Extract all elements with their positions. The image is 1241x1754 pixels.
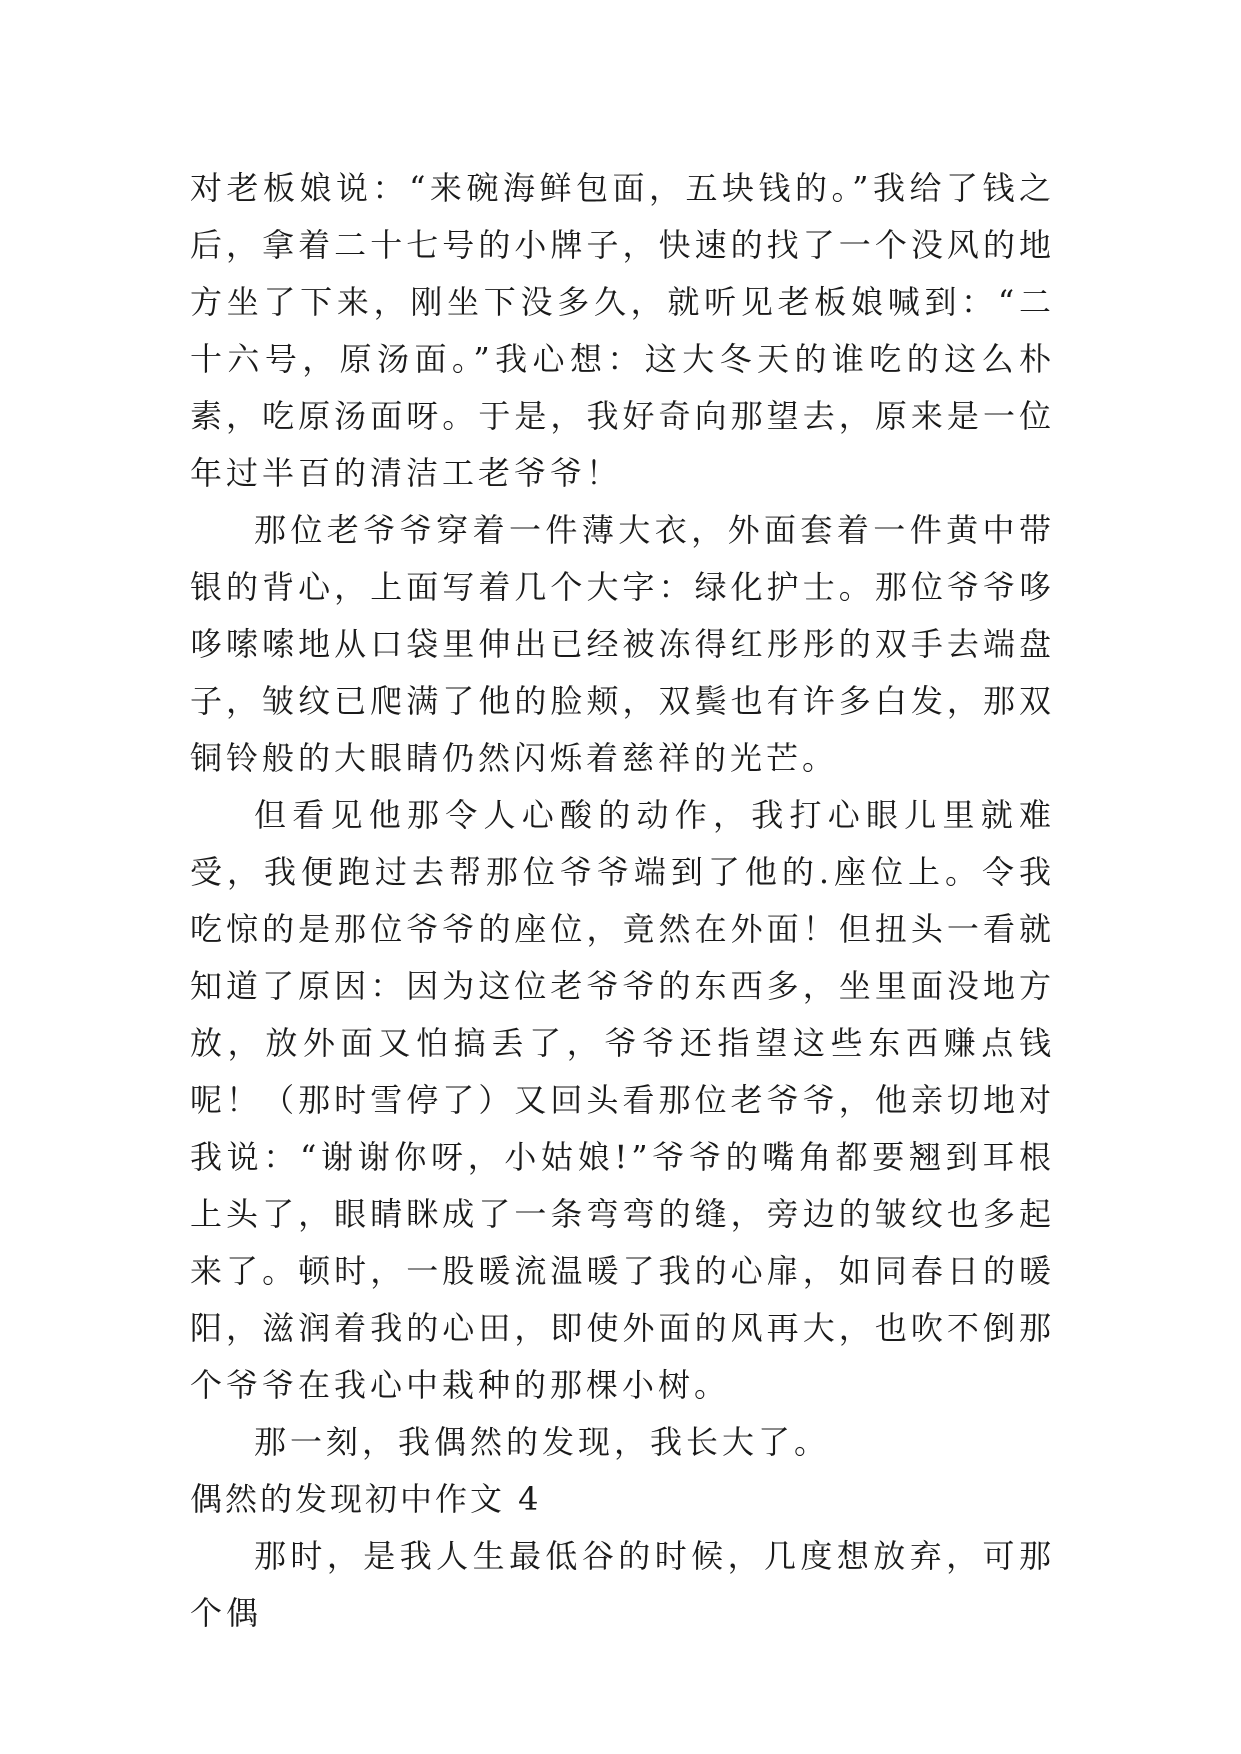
document-body — [190, 160, 1055, 1642]
paragraph-2: 那位老爷爷穿着一件薄大衣，外面套着一件黄中带银的背心，上面写着几个大字：绿化护士。那位爷爷哆哆嗦嗦地从口袋里伸出已经被冻得红彤彤的双手去端盘子，皱纹已爬满了他的脸颊，双鬓也有许多白发，那双铜铃般的大眼睛仍然闪烁着慈祥的光芒。 — [190, 511, 1055, 777]
paragraph-5: 那时，是我人生最低谷的时候，几度想放弃，可那个偶 — [190, 1537, 1055, 1632]
paragraph-1: 对老板娘说：“来碗海鲜包面，五块钱的。”我给了钱之后，拿着二十七号的小牌子，快速的找了一个没风的地方坐了下来，刚坐下没多久，就听见老板娘喊到：“二十六号，原汤面。”我心想：这大冬天的谁吃的这么朴素，吃原汤面呀。于是，我好奇向那望去，原来是一位年过半百的清洁工老爷爷！ — [190, 169, 1055, 492]
paragraph-4: 那一刻，我偶然的发现，我长大了。 — [254, 1423, 831, 1461]
paragraph-3: 但看见他那令人心酸的动作，我打心眼儿里就难受，我便跑过去帮那位爷爷端到了他的.座位上。令我吃惊的是那位爷爷的座位，竟然在外面！但扭头一看就知道了原因：因为这位老爷爷的东西多，坐里面没地方放，放外面又怕搞丢了，爷爷还指望这些东西赚点钱呢！（那时雪停了）又回头看那位老爷爷，他亲切地对我说：“谢谢你呀，小姑娘!”爷爷的嘴角都要翘到耳根上头了，眼睛眯成了一条弯弯的缝，旁边的皱纹也多起来了。顿时，一股暖流温暖了我的心扉，如同春日的暖阳，滋润着我的心田，即使外面的风再大，也吹不倒那个爷爷在我心中栽种的那棵小树。 — [190, 796, 1055, 1404]
section-heading: 偶然的发现初中作文 4 — [190, 1480, 542, 1518]
